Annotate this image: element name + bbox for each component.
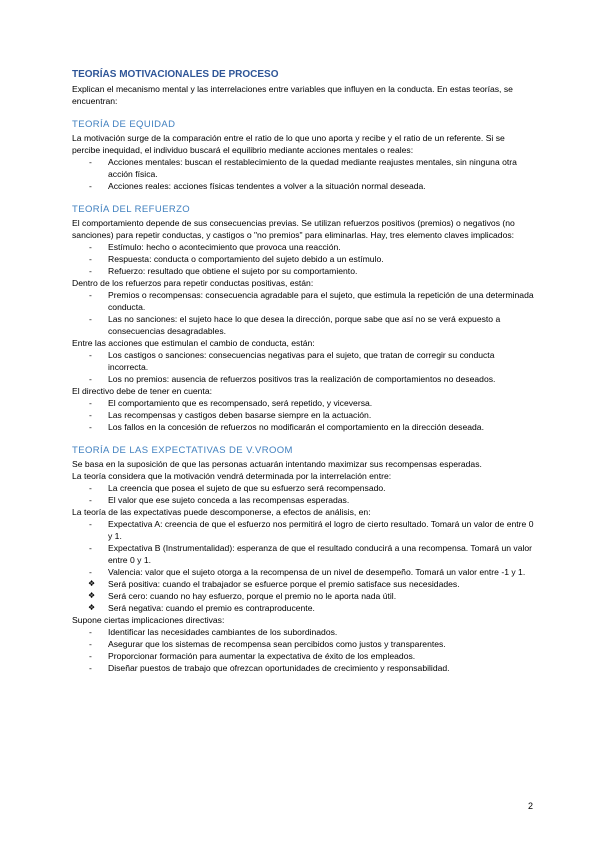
vroom-implications-list: [72, 626, 534, 674]
dash-bullet: -: [89, 181, 92, 191]
list-item: - Los castigos o sanciones: consecuencias negativas para el sujeto, que tratan de corregir su conducta incorrecta.: [89, 350, 495, 372]
list-item: - Premios o recompensas: consecuencia agradable para el sujeto, que estimula la repetición de una determinada conducta.: [89, 290, 534, 312]
list-item: - Las recompensas y castigos deben basarse siempre en la actuación.: [89, 410, 372, 420]
list-item: - Las no sanciones: el sujeto hace lo que desea la dirección, porque sabe que así no se verá expuesto a consecuencias desagradables.: [89, 314, 501, 336]
list-item: - Respuesta: conducta o comportamiento del sujeto debido a un estímulo.: [89, 254, 384, 264]
dash-bullet: -: [89, 639, 92, 649]
list-item: ❖ Será positiva: cuando el trabajador se esfuerce porque el premio satisface sus necesidades.: [88, 579, 460, 589]
diamond-bullet-icon: ❖: [88, 603, 96, 612]
section-heading-vroom: TEORÍA DE LAS EXPECTATIVAS DE V.VROOM: [72, 445, 293, 456]
list-item: - Proporcionar formación para aumentar la expectativa de éxito de los empleados.: [89, 651, 416, 661]
dash-bullet: -: [89, 410, 92, 420]
page-number: 2: [527, 801, 533, 811]
dash-bullet: -: [89, 543, 92, 553]
dash-bullet: -: [89, 242, 92, 252]
dash-bullet: -: [89, 567, 92, 577]
refuerzo-paragraph-2: Dentro de los refuerzos para repetir conductas positivas, están:: [72, 278, 314, 288]
dash-bullet: -: [89, 314, 92, 324]
list-item: ❖ Será negativa: cuando el premio es contraproducente.: [88, 603, 315, 613]
refuerzo-paragraph: El comportamiento depende de sus consecuencias previas. Se utilizan refuerzos positivos (premios) o negativos (no sanciones) para repetir conductas, y castigos o "no premios" para eliminarlas. Hay, tres elemento claves implicados:: [72, 218, 515, 240]
diamond-bullet-icon: ❖: [88, 591, 96, 600]
vroom-valencia-list: [72, 578, 534, 614]
list-item: - El valor que ese sujeto conceda a las recompensas esperadas.: [89, 495, 350, 505]
diamond-bullet-icon: ❖: [88, 579, 96, 588]
dash-bullet: -: [89, 254, 92, 264]
dash-bullet: -: [89, 374, 92, 384]
dash-bullet: -: [89, 651, 92, 661]
refuerzo-change-list: [72, 349, 534, 385]
equidad-list: [72, 156, 534, 192]
vroom-paragraph-4: Supone ciertas implicaciones directivas:: [72, 615, 225, 625]
equidad-paragraph: La motivación surge de la comparación entre el ratio de lo que uno aporta y recibe y el ratio de un referente. Si se percibe inequidad, el individuo buscará el equilibrio mediante acciones mentales o reales:: [72, 133, 505, 155]
document-page: [72, 68, 534, 674]
dash-bullet: -: [89, 495, 92, 505]
refuerzo-elements-list: [72, 241, 534, 277]
list-item: - Diseñar puestos de trabajo que ofrezcan oportunidades de crecimiento y responsabilidad.: [89, 663, 450, 673]
section-heading-equidad: TEORÍA DE EQUIDAD: [72, 119, 176, 130]
dash-bullet: -: [89, 663, 92, 673]
dash-bullet: -: [89, 422, 92, 432]
refuerzo-directivo-list: [72, 397, 534, 433]
dash-bullet: -: [89, 519, 92, 529]
dash-bullet: -: [89, 157, 92, 167]
list-item: - La creencia que posea el sujeto de que su esfuerzo será recompensado.: [89, 483, 386, 493]
intro-paragraph: Explican el mecanismo mental y las interrelaciones entre variables que influyen en la conducta. En estas teorías, se encuentran:: [72, 84, 513, 106]
vroom-paragraph-2: La teoría considera que la motivación vendrá determinada por la interrelación entre:: [72, 471, 392, 481]
dash-bullet: -: [89, 483, 92, 493]
dash-bullet: -: [89, 398, 92, 408]
list-item: - Asegurar que los sistemas de recompensa sean percibidos como justos y transparentes.: [89, 639, 446, 649]
list-item: - Identificar las necesidades cambiantes de los subordinados.: [89, 627, 338, 637]
dash-bullet: -: [89, 350, 92, 360]
list-item: - El comportamiento que es recompensado, será repetido, y viceversa.: [89, 398, 373, 408]
list-item: - Los fallos en la concesión de refuerzos no modificarán el comportamiento en la dirección deseada.: [89, 422, 484, 432]
dash-bullet: -: [89, 290, 92, 300]
dash-bullet: -: [89, 627, 92, 637]
refuerzo-positive-list: [72, 289, 534, 337]
refuerzo-paragraph-3: Entre las acciones que estimulan el cambio de conducta, están:: [72, 338, 315, 348]
page-title: TEORÍAS MOTIVACIONALES DE PROCESO: [72, 69, 279, 80]
vroom-paragraph-1: Se basa en la suposición de que las personas actuarán intentando maximizar sus recompensas esperadas.: [72, 459, 482, 469]
list-item: - Expectativa A: creencia de que el esfuerzo nos permitirá el logro de cierto resultado. Tomará un valor de entre 0 y 1.: [89, 519, 534, 541]
list-item: ❖ Será cero: cuando no hay esfuerzo, porque el premio no le aporta nada útil.: [88, 591, 397, 601]
list-item: - Acciones reales: acciones físicas tendentes a volver a la situación normal deseada.: [89, 181, 426, 191]
refuerzo-paragraph-4: El directivo debe de tener en cuenta:: [72, 386, 212, 396]
vroom-paragraph-3: La teoría de las expectativas puede descomponerse, a efectos de análisis, en:: [72, 507, 371, 517]
list-item: - Acciones mentales: buscan el restablecimiento de la quedad mediante reajustes mentales, sin ninguna otra acción física.: [89, 157, 517, 179]
list-item: - Estímulo: hecho o acontecimiento que provoca una reacción.: [89, 242, 341, 252]
list-item: - Los no premios: ausencia de refuerzos positivos tras la realización de comportamientos no deseados.: [89, 374, 496, 384]
list-item: - Valencia: valor que el sujeto otorga a la recompensa de un nivel de desempeño. Tomará un valor entre -1 y 1.: [89, 567, 526, 577]
dash-bullet: -: [89, 266, 92, 276]
list-item: - Refuerzo: resultado que obtiene el sujeto por su comportamiento.: [89, 266, 358, 276]
vroom-interrelation-list: [72, 482, 534, 506]
vroom-components-list: [72, 518, 534, 578]
list-item: - Expectativa B (Instrumentalidad): esperanza de que el resultado conducirá a una recompensa. Tomará un valor entre 0 y 1.: [89, 543, 533, 565]
section-heading-refuerzo: TEORÍA DEL REFUERZO: [72, 204, 191, 215]
